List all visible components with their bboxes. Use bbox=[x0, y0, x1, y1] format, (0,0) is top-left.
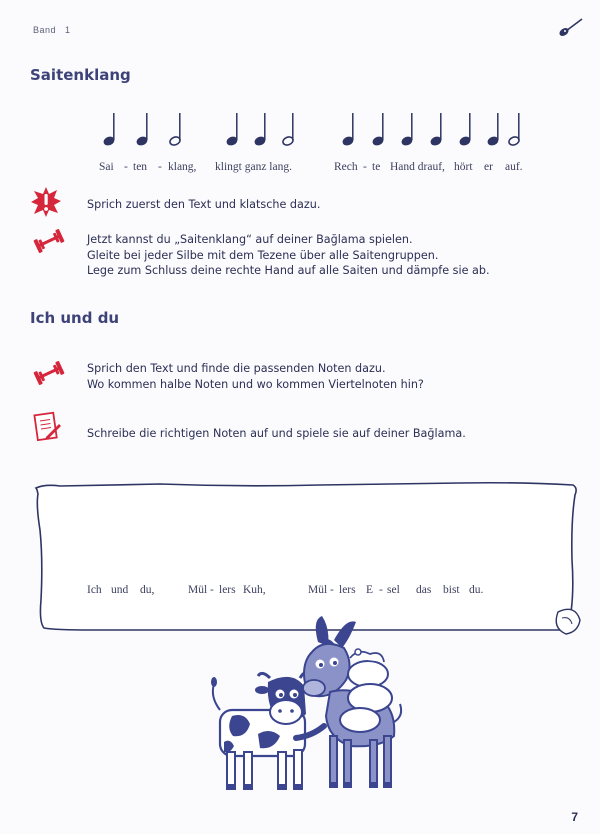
band-word: Band bbox=[33, 25, 57, 35]
saitenklang-syllable: Rech bbox=[334, 161, 358, 173]
section-title-ich-und-du: Ich und du bbox=[30, 309, 120, 327]
ich-und-du-syllable: Kuh, bbox=[243, 584, 266, 596]
instruction-find-notes-line-2: Wo kommen halbe Noten und wo kommen Viertelnoten hin? bbox=[87, 377, 424, 391]
saitenklang-syllable: hört bbox=[454, 161, 473, 173]
instruction-play-line-1: Jetzt kannst du „Saitenklang“ auf deiner Bağlama spielen. bbox=[87, 233, 413, 246]
ich-und-du-syllable: das bbox=[416, 584, 432, 596]
ich-und-du-syllable: sel bbox=[387, 584, 400, 596]
ich-und-du-syllable: E bbox=[366, 584, 374, 596]
ich-und-du-syllable: - bbox=[210, 584, 214, 596]
ich-und-du-syllable: Mül bbox=[308, 584, 328, 596]
ich-und-du-syllable: lers bbox=[339, 584, 356, 596]
ich-und-du-syllable: - bbox=[330, 584, 334, 596]
ich-und-du-syllable: Ich bbox=[87, 584, 102, 596]
saitenklang-syllable: er bbox=[484, 161, 493, 173]
saitenklang-syllable: klingt ganz lang. bbox=[215, 161, 292, 173]
saitenklang-syllable: ten bbox=[133, 161, 148, 173]
saitenklang-syllable: - bbox=[363, 161, 367, 173]
saitenklang-syllable: - bbox=[158, 161, 162, 173]
donkey-icon bbox=[303, 616, 401, 788]
section-title-saitenklang: Saitenklang bbox=[30, 66, 131, 84]
ich-und-du-syllable: du. bbox=[469, 584, 484, 596]
saitenklang-syllable: - bbox=[124, 161, 128, 173]
ich-und-du-syllable: Mül bbox=[188, 584, 208, 596]
ich-und-du-syllable: lers bbox=[219, 584, 236, 596]
saitenklang-syllable: klang, bbox=[168, 161, 197, 173]
ich-und-du-syllable: - bbox=[379, 584, 383, 596]
instruction-find-notes-line-1: Sprich den Text und finde die passenden Noten dazu. bbox=[87, 362, 386, 375]
instruction-clap: Sprich zuerst den Text und klatsche dazu. bbox=[87, 198, 321, 211]
saitenklang-syllable: Hand drauf, bbox=[390, 161, 445, 173]
instruction-play-line-3: Lege zum Schluss deine rechte Hand auf alle Saiten und dämpfe sie ab. bbox=[87, 264, 490, 277]
cow-and-donkey-illustration bbox=[200, 612, 420, 802]
ich-und-du-syllable: und bbox=[111, 584, 129, 596]
ich-und-du-syllable: du, bbox=[140, 584, 155, 596]
ich-und-du-syllable: bist bbox=[443, 584, 460, 596]
page-number: 7 bbox=[571, 810, 578, 824]
saitenklang-syllable: auf. bbox=[505, 161, 523, 173]
saitenklang-syllable: te bbox=[372, 161, 381, 173]
instruction-write-notes: Schreibe die richtigen Noten auf und spiele sie auf deiner Bağlama. bbox=[87, 427, 466, 440]
band-number: 1 bbox=[65, 25, 71, 35]
instruction-play-line-2: Gleite bei jeder Silbe mit dem Tezene über alle Saitengruppen. bbox=[87, 248, 439, 262]
saitenklang-syllable: Sai bbox=[99, 161, 114, 173]
